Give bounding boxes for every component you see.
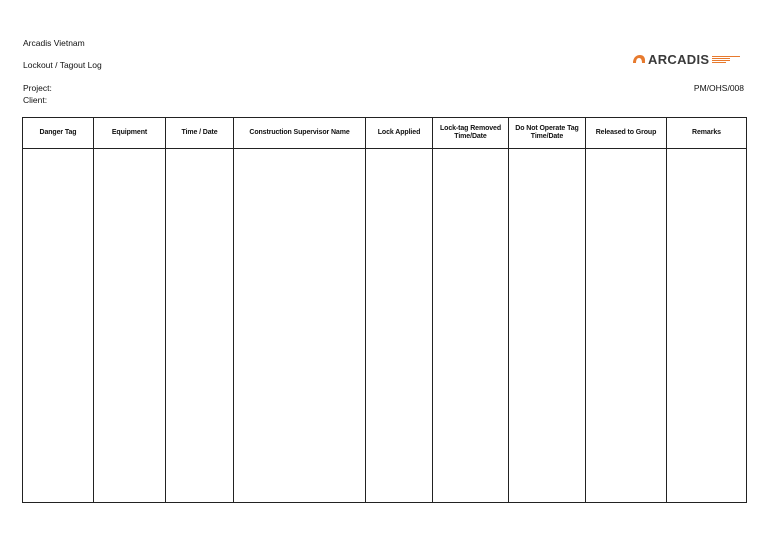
column-header: Danger Tag — [23, 118, 94, 149]
table-cell[interactable] — [433, 149, 509, 503]
column-header: Time / Date — [166, 118, 234, 149]
table-cell[interactable] — [166, 149, 234, 503]
logo-tagline-lines — [712, 56, 740, 63]
company-name: Arcadis Vietnam — [23, 38, 85, 48]
table-cell[interactable] — [234, 149, 366, 503]
table-cell[interactable] — [94, 149, 166, 503]
column-header: Lock Applied — [366, 118, 433, 149]
table-cell[interactable] — [509, 149, 586, 503]
column-header: Remarks — [667, 118, 747, 149]
table-body-row — [23, 149, 747, 503]
column-header: Released to Group — [586, 118, 667, 149]
table-cell[interactable] — [366, 149, 433, 503]
project-label: Project: — [23, 83, 52, 93]
lockout-tagout-table — [22, 117, 747, 503]
column-header: Lock-tag Removed Time/Date — [433, 118, 509, 149]
column-header: Equipment — [94, 118, 166, 149]
column-header: Do Not Operate Tag Time/Date — [509, 118, 586, 149]
table-header-row — [23, 118, 747, 149]
arcadis-logo — [632, 51, 740, 67]
client-label: Client: — [23, 95, 48, 105]
arcadis-flame-icon — [632, 54, 646, 64]
document-title: Lockout / Tagout Log — [23, 60, 102, 70]
table-cell[interactable] — [667, 149, 747, 503]
document-code: PM/OHS/008 — [693, 83, 744, 93]
column-header: Construction Supervisor Name — [234, 118, 366, 149]
table-cell[interactable] — [586, 149, 667, 503]
logo-wordmark: ARCADIS — [648, 51, 710, 67]
table-cell[interactable] — [23, 149, 94, 503]
